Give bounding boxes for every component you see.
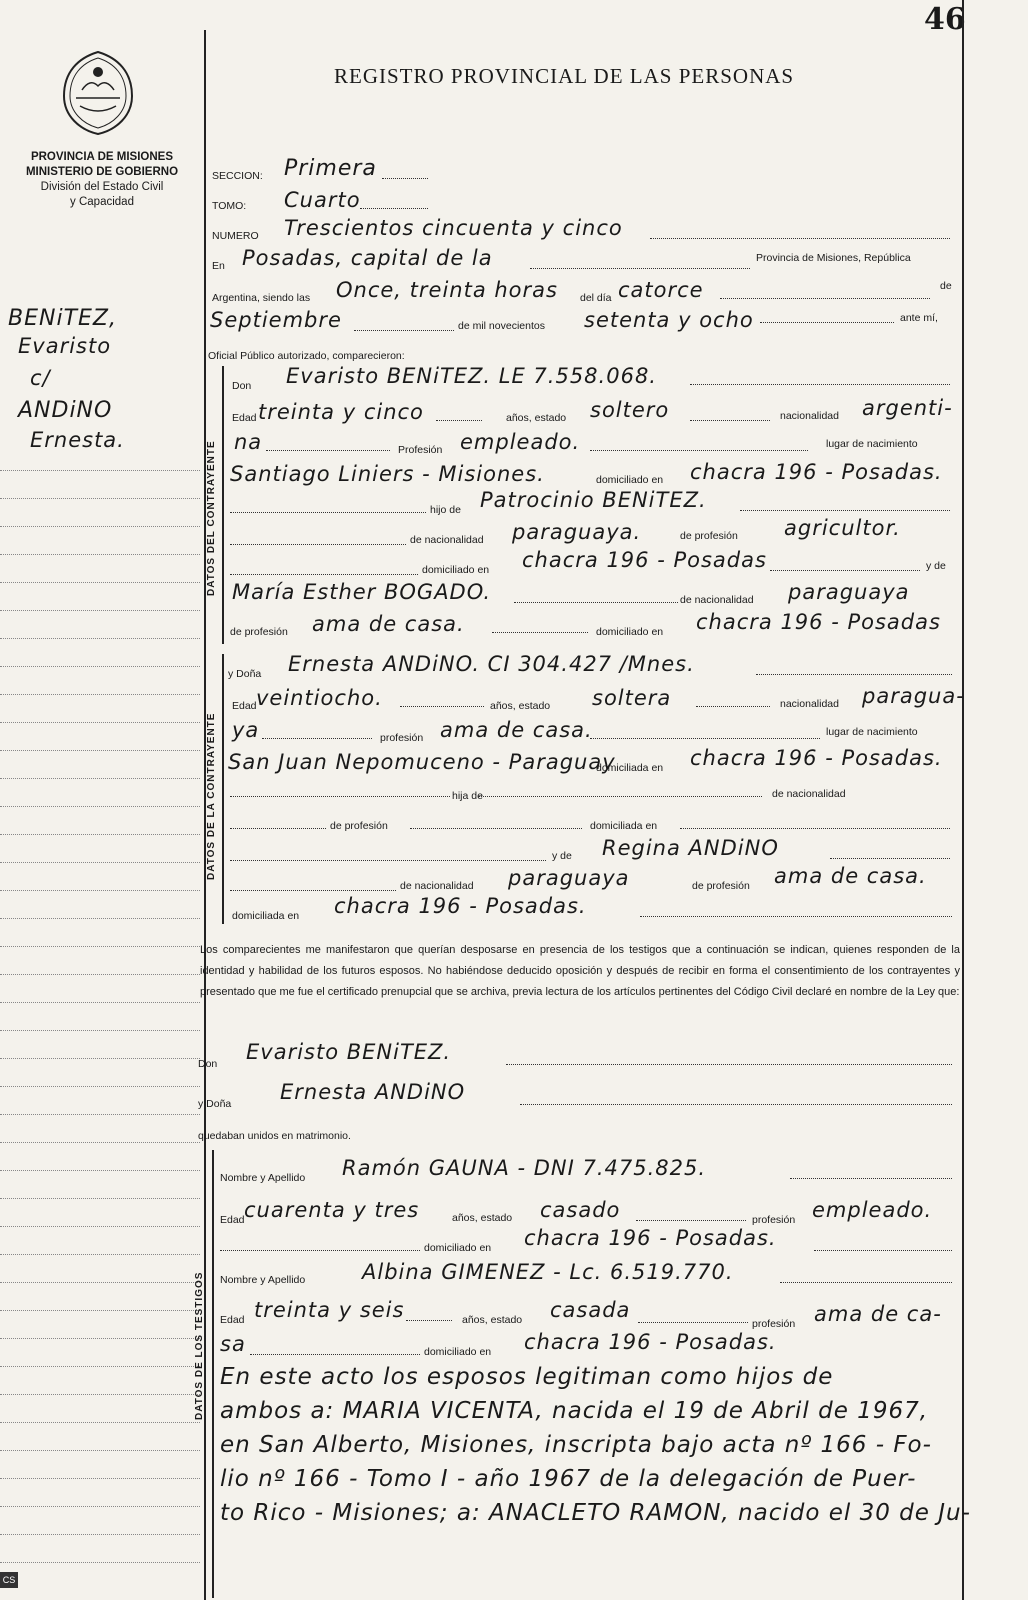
bride-profession: ama de casa.	[440, 718, 593, 742]
margin-guide-line	[0, 610, 200, 611]
label-ante-mi: ante mí,	[900, 312, 938, 324]
label-profesion-4: profesión	[752, 1318, 796, 1330]
label-nacionalidad: nacionalidad	[780, 410, 839, 422]
label-lugar-nacimiento-2: lugar de nacimiento	[826, 726, 918, 738]
label-nombre-apellido: Nombre y Apellido	[220, 1172, 306, 1184]
margin-note-bride-surname: ANDiNO	[18, 398, 113, 423]
margin-guide-line	[0, 974, 200, 975]
label-de-profesion-2: de profesión	[230, 626, 288, 638]
witness1-address: chacra 196 - Posadas.	[524, 1226, 777, 1250]
label-de-nacionalidad: de nacionalidad	[410, 534, 484, 546]
margin-guide-line	[0, 1282, 200, 1283]
margin-guide-line	[0, 694, 200, 695]
fill-line	[638, 1322, 748, 1323]
groom-profession: empleado.	[460, 430, 581, 454]
fill-line	[506, 1064, 952, 1065]
margin-guide-line	[0, 1254, 200, 1255]
margin-note-surname: BENiTEZ,	[8, 306, 117, 331]
margin-guide-line	[0, 1562, 200, 1563]
fill-line	[360, 208, 428, 209]
label-y-de-2: y de	[552, 850, 572, 862]
margin-guide-line	[0, 498, 200, 499]
groom-birthplace: Santiago Liniers - Misiones.	[230, 462, 545, 486]
groom-father-address: chacra 196 - Posadas	[522, 548, 767, 572]
label-argentina: Argentina, siendo las	[212, 292, 311, 304]
label-seccion: SECCION:	[212, 170, 263, 182]
label-de-nacionalidad-3: de nacionalidad	[772, 788, 846, 800]
margin-guide-line	[0, 1534, 200, 1535]
witness1-name: Ramón GAUNA - DNI 7.475.825.	[342, 1156, 707, 1180]
margin-guide-line	[0, 1086, 200, 1087]
section-rule	[212, 1150, 214, 1598]
section-label-witnesses: DATOS DE LOS TESTIGOS	[194, 1271, 205, 1420]
office-line-division: División del Estado Civil	[40, 181, 164, 193]
fill-line	[230, 828, 326, 829]
fill-line	[354, 330, 454, 331]
label-edad: Edad	[232, 412, 257, 424]
groom-mother-nationality: paraguaya	[788, 580, 910, 604]
note-line-1: En este acto los esposos legitiman como hijos de	[220, 1364, 834, 1390]
value-mes: Septiembre	[210, 308, 342, 332]
groom-mother-profession: ama de casa.	[312, 612, 465, 636]
label-domiciliado-2: domiciliado en	[422, 564, 490, 576]
fill-line	[230, 574, 418, 575]
margin-guide-line	[0, 1310, 200, 1311]
office-block	[4, 150, 200, 210]
margin-guide-line	[0, 862, 200, 863]
value-seccion: Primera	[284, 156, 377, 181]
fill-line	[790, 1178, 952, 1179]
scanner-stamp: CS	[0, 1572, 18, 1588]
witness2-profession-1: ama de ca-	[814, 1302, 942, 1326]
bride-name: Ernesta ANDiNO. CI 304.427 /Mnes.	[288, 652, 695, 676]
fill-line	[690, 384, 950, 385]
label-profesion-2: profesión	[380, 732, 424, 744]
margin-guide-line	[0, 1338, 200, 1339]
margin-guide-line	[0, 470, 200, 471]
fill-line	[780, 1282, 952, 1283]
bride-status: soltera	[592, 686, 672, 710]
label-provincia: Provincia de Misiones, República	[756, 252, 911, 264]
label-de-nacionalidad-2: de nacionalidad	[680, 594, 754, 606]
label-anos-estado-4: años, estado	[462, 1314, 523, 1326]
label-hija-de: hija de	[452, 790, 483, 802]
fill-line	[230, 890, 396, 891]
witness2-address: chacra 196 - Posadas.	[524, 1330, 777, 1354]
fill-line	[636, 1220, 746, 1221]
margin-guide-line	[0, 582, 200, 583]
margin-note-name: Evaristo	[18, 334, 112, 358]
groom-status: soltero	[590, 398, 670, 422]
label-de-profesion: de profesión	[680, 530, 738, 542]
consent-paragraph: Los comparecientes me manifestaron que querían desposarse en presencia de los testigos que a continuación se indican, quienes responden de la identidad y habilidad de los futuros esposos. No habiéndose deducido oposición y después de recibir en forma el consentimiento de los contrayentes y presentado que me fue el certificado prenupcial que se archiva, previa lectura de los artículos pertinentes del Código Civil declaré en nombre de la Ley que:	[200, 944, 960, 998]
groom-address: chacra 196 - Posadas.	[690, 460, 943, 484]
value-tomo: Cuarto	[284, 188, 361, 212]
margin-guide-line	[0, 666, 200, 667]
label-domiciliada: domiciliada en	[596, 762, 664, 774]
fill-line	[720, 298, 930, 299]
fill-line	[400, 706, 484, 707]
fill-line	[640, 916, 952, 917]
label-anos-estado: años, estado	[506, 412, 567, 424]
fill-line	[230, 860, 546, 861]
margin-guide-line	[0, 946, 200, 947]
fill-line	[266, 450, 390, 451]
fill-line	[382, 178, 428, 179]
label-de-nacionalidad-4: de nacionalidad	[400, 880, 474, 892]
label-dona: y Doña	[228, 668, 262, 680]
value-numero: Trescientos cincuenta y cinco	[284, 216, 623, 240]
margin-guide-line	[0, 1422, 200, 1423]
witness1-profession: empleado.	[812, 1198, 933, 1222]
office-line-capacity: y Capacidad	[70, 196, 134, 208]
fill-line	[492, 632, 588, 633]
bride-address: chacra 196 - Posadas.	[690, 746, 943, 770]
note-line-4: lio nº 166 - Tomo I - año 1967 de la delegación de Puer-	[220, 1466, 917, 1492]
groom-mother: María Esther BOGADO.	[232, 580, 492, 604]
margin-guide-line	[0, 638, 200, 639]
bride-mother: Regina ANDiNO	[602, 836, 779, 860]
label-lugar-nacimiento: lugar de nacimiento	[826, 438, 918, 450]
margin-guide-line	[0, 750, 200, 751]
margin-guide-line	[0, 722, 200, 723]
groom-age: treinta y cinco	[258, 400, 424, 424]
label-profesion: Profesión	[398, 444, 443, 456]
margin-guide-line	[0, 918, 200, 919]
label-de-profesion-4: de profesión	[692, 880, 750, 892]
margin-guide-line	[0, 1478, 200, 1479]
groom-father-profession: agricultor.	[784, 516, 901, 540]
label-domiciliado-3: domiciliado en	[596, 626, 664, 638]
office-line-ministry: MINISTERIO DE GOBIERNO	[25, 166, 179, 178]
label-nombre-apellido-2: Nombre y Apellido	[220, 1274, 306, 1286]
value-anio: setenta y ocho	[584, 308, 754, 332]
bride-birthplace: San Juan Nepomuceno - Paraguay	[228, 750, 616, 774]
fill-line	[696, 706, 770, 707]
margin-guide-line	[0, 1394, 200, 1395]
fill-line	[220, 1250, 420, 1251]
label-de-mil: de mil novecientos	[458, 320, 545, 332]
margin-guide-line	[0, 554, 200, 555]
fill-line	[230, 512, 426, 513]
fill-line	[590, 450, 808, 451]
declaration-groom: Evaristo BENiTEZ.	[246, 1040, 452, 1064]
margin-guide-line	[0, 526, 200, 527]
label-tomo: TOMO:	[212, 200, 247, 212]
section-label-bride: DATOS DE LA CONTRAYENTE	[206, 712, 217, 880]
margin-guide-line	[0, 1450, 200, 1451]
witness1-status: casado	[540, 1198, 621, 1222]
margin-guide-line	[0, 890, 200, 891]
label-oficial: Oficial Público autorizado, comparecieron:	[208, 350, 405, 362]
label-domiciliado-5: domiciliado en	[424, 1346, 492, 1358]
margin-guide-line	[0, 1058, 200, 1059]
page-number: 46	[924, 2, 966, 37]
right-margin-rule	[962, 0, 964, 1600]
margin-guide-line	[0, 1198, 200, 1199]
provincial-seal-icon	[60, 50, 136, 136]
label-don: Don	[232, 380, 252, 392]
fill-line	[814, 1250, 952, 1251]
margin-guide-line	[0, 1366, 200, 1367]
margin-guide-line	[0, 806, 200, 807]
label-hijo-de: hijo de	[430, 504, 461, 516]
margin-guide-line	[0, 1226, 200, 1227]
label-nacionalidad-2: nacionalidad	[780, 698, 839, 710]
label-anos-estado-3: años, estado	[452, 1212, 513, 1224]
margin-guide-line	[0, 834, 200, 835]
bride-mother-nationality: paraguaya	[508, 866, 630, 890]
declaration-bride: Ernesta ANDiNO	[280, 1080, 466, 1104]
margin-guide-line	[0, 1002, 200, 1003]
label-y-de: y de	[926, 560, 946, 572]
groom-nationality-1: argenti-	[862, 396, 953, 420]
fill-line	[262, 738, 372, 739]
section-rule	[222, 654, 224, 924]
bride-nationality-2: ya	[232, 718, 260, 742]
margin-guide-line	[0, 1030, 200, 1031]
label-de: de	[940, 280, 952, 292]
fill-line	[410, 828, 582, 829]
label-del-dia: del día	[580, 292, 612, 304]
groom-name: Evaristo BENiTEZ. LE 7.558.068.	[286, 364, 657, 388]
fill-line	[650, 238, 950, 239]
bride-nationality-1: paragua-	[862, 684, 965, 708]
section-label-groom: DATOS DEL CONTRAYENTE	[206, 440, 217, 596]
value-dia: catorce	[618, 278, 704, 302]
fill-line	[770, 570, 920, 571]
fill-line	[250, 1354, 420, 1355]
groom-father: Patrocinio BENiTEZ.	[480, 488, 707, 512]
label-domiciliado-4: domiciliado en	[424, 1242, 492, 1254]
margin-guide-line	[0, 778, 200, 779]
label-domiciliada-2: domiciliada en	[590, 820, 658, 832]
fill-line	[436, 420, 482, 421]
note-line-2: ambos a: MARIA VICENTA, nacida el 19 de Abril de 1967,	[220, 1398, 929, 1424]
fill-line	[590, 738, 820, 739]
groom-nationality-2: na	[234, 430, 263, 454]
value-en: Posadas, capital de la	[242, 246, 493, 270]
groom-mother-address: chacra 196 - Posadas	[696, 610, 941, 634]
label-profesion-3: profesión	[752, 1214, 796, 1226]
fill-line	[530, 268, 750, 269]
bride-mother-address: chacra 196 - Posadas.	[334, 894, 587, 918]
margin-guide-line	[0, 1506, 200, 1507]
margin-guide-line	[0, 1114, 200, 1115]
label-edad-4: Edad	[220, 1314, 245, 1326]
fill-line	[680, 828, 950, 829]
margin-note-con: c/	[30, 366, 51, 390]
label-anos-estado-2: años, estado	[490, 700, 551, 712]
witness2-age: treinta y seis	[254, 1298, 405, 1322]
witness1-age: cuarenta y tres	[244, 1198, 420, 1222]
fill-line	[830, 858, 950, 859]
fill-line	[756, 674, 952, 675]
groom-father-nationality: paraguaya.	[512, 520, 642, 544]
label-dona-2: y Doña	[198, 1098, 232, 1110]
label-domiciliada-3: domiciliada en	[232, 910, 300, 922]
fill-line	[230, 796, 450, 797]
office-line-province: PROVINCIA DE MISIONES	[30, 151, 174, 163]
fill-line	[478, 796, 762, 797]
fill-line	[760, 322, 894, 323]
label-de-profesion-3: de profesión	[330, 820, 388, 832]
label-don-2: Don	[198, 1058, 218, 1070]
fill-line	[520, 1104, 952, 1105]
label-en: En	[212, 260, 225, 272]
label-edad-2: Edad	[232, 700, 257, 712]
note-line-3: en San Alberto, Misiones, inscripta bajo acta nº 166 - Fo-	[220, 1432, 932, 1458]
bride-mother-profession: ama de casa.	[774, 864, 927, 888]
margin-guide-line	[0, 1142, 200, 1143]
fill-line	[690, 420, 770, 421]
label-domiciliado: domiciliado en	[596, 474, 664, 486]
bride-age: veintiocho.	[256, 686, 383, 710]
margin-guide-line	[0, 1170, 200, 1171]
label-edad-3: Edad	[220, 1214, 245, 1226]
document-title: REGISTRO PROVINCIAL DE LAS PERSONAS	[334, 64, 795, 88]
label-numero: NUMERO	[212, 230, 259, 242]
note-line-5: to Rico - Misiones; a: ANACLETO RAMON, nacido el 30 de Ju-	[220, 1500, 971, 1526]
fill-line	[230, 544, 406, 545]
witness2-status: casada	[550, 1298, 631, 1322]
value-hora: Once, treinta horas	[336, 278, 558, 302]
label-quedaban: quedaban unidos en matrimonio.	[198, 1130, 351, 1142]
margin-note-bride-name: Ernesta.	[30, 428, 125, 452]
witness2-profession-2: sa	[220, 1332, 246, 1356]
fill-line	[406, 1320, 452, 1321]
fill-line	[514, 602, 678, 603]
witness2-name: Albina GIMENEZ - Lc. 6.519.770.	[362, 1260, 734, 1284]
section-rule	[222, 366, 224, 644]
fill-line	[740, 510, 950, 511]
